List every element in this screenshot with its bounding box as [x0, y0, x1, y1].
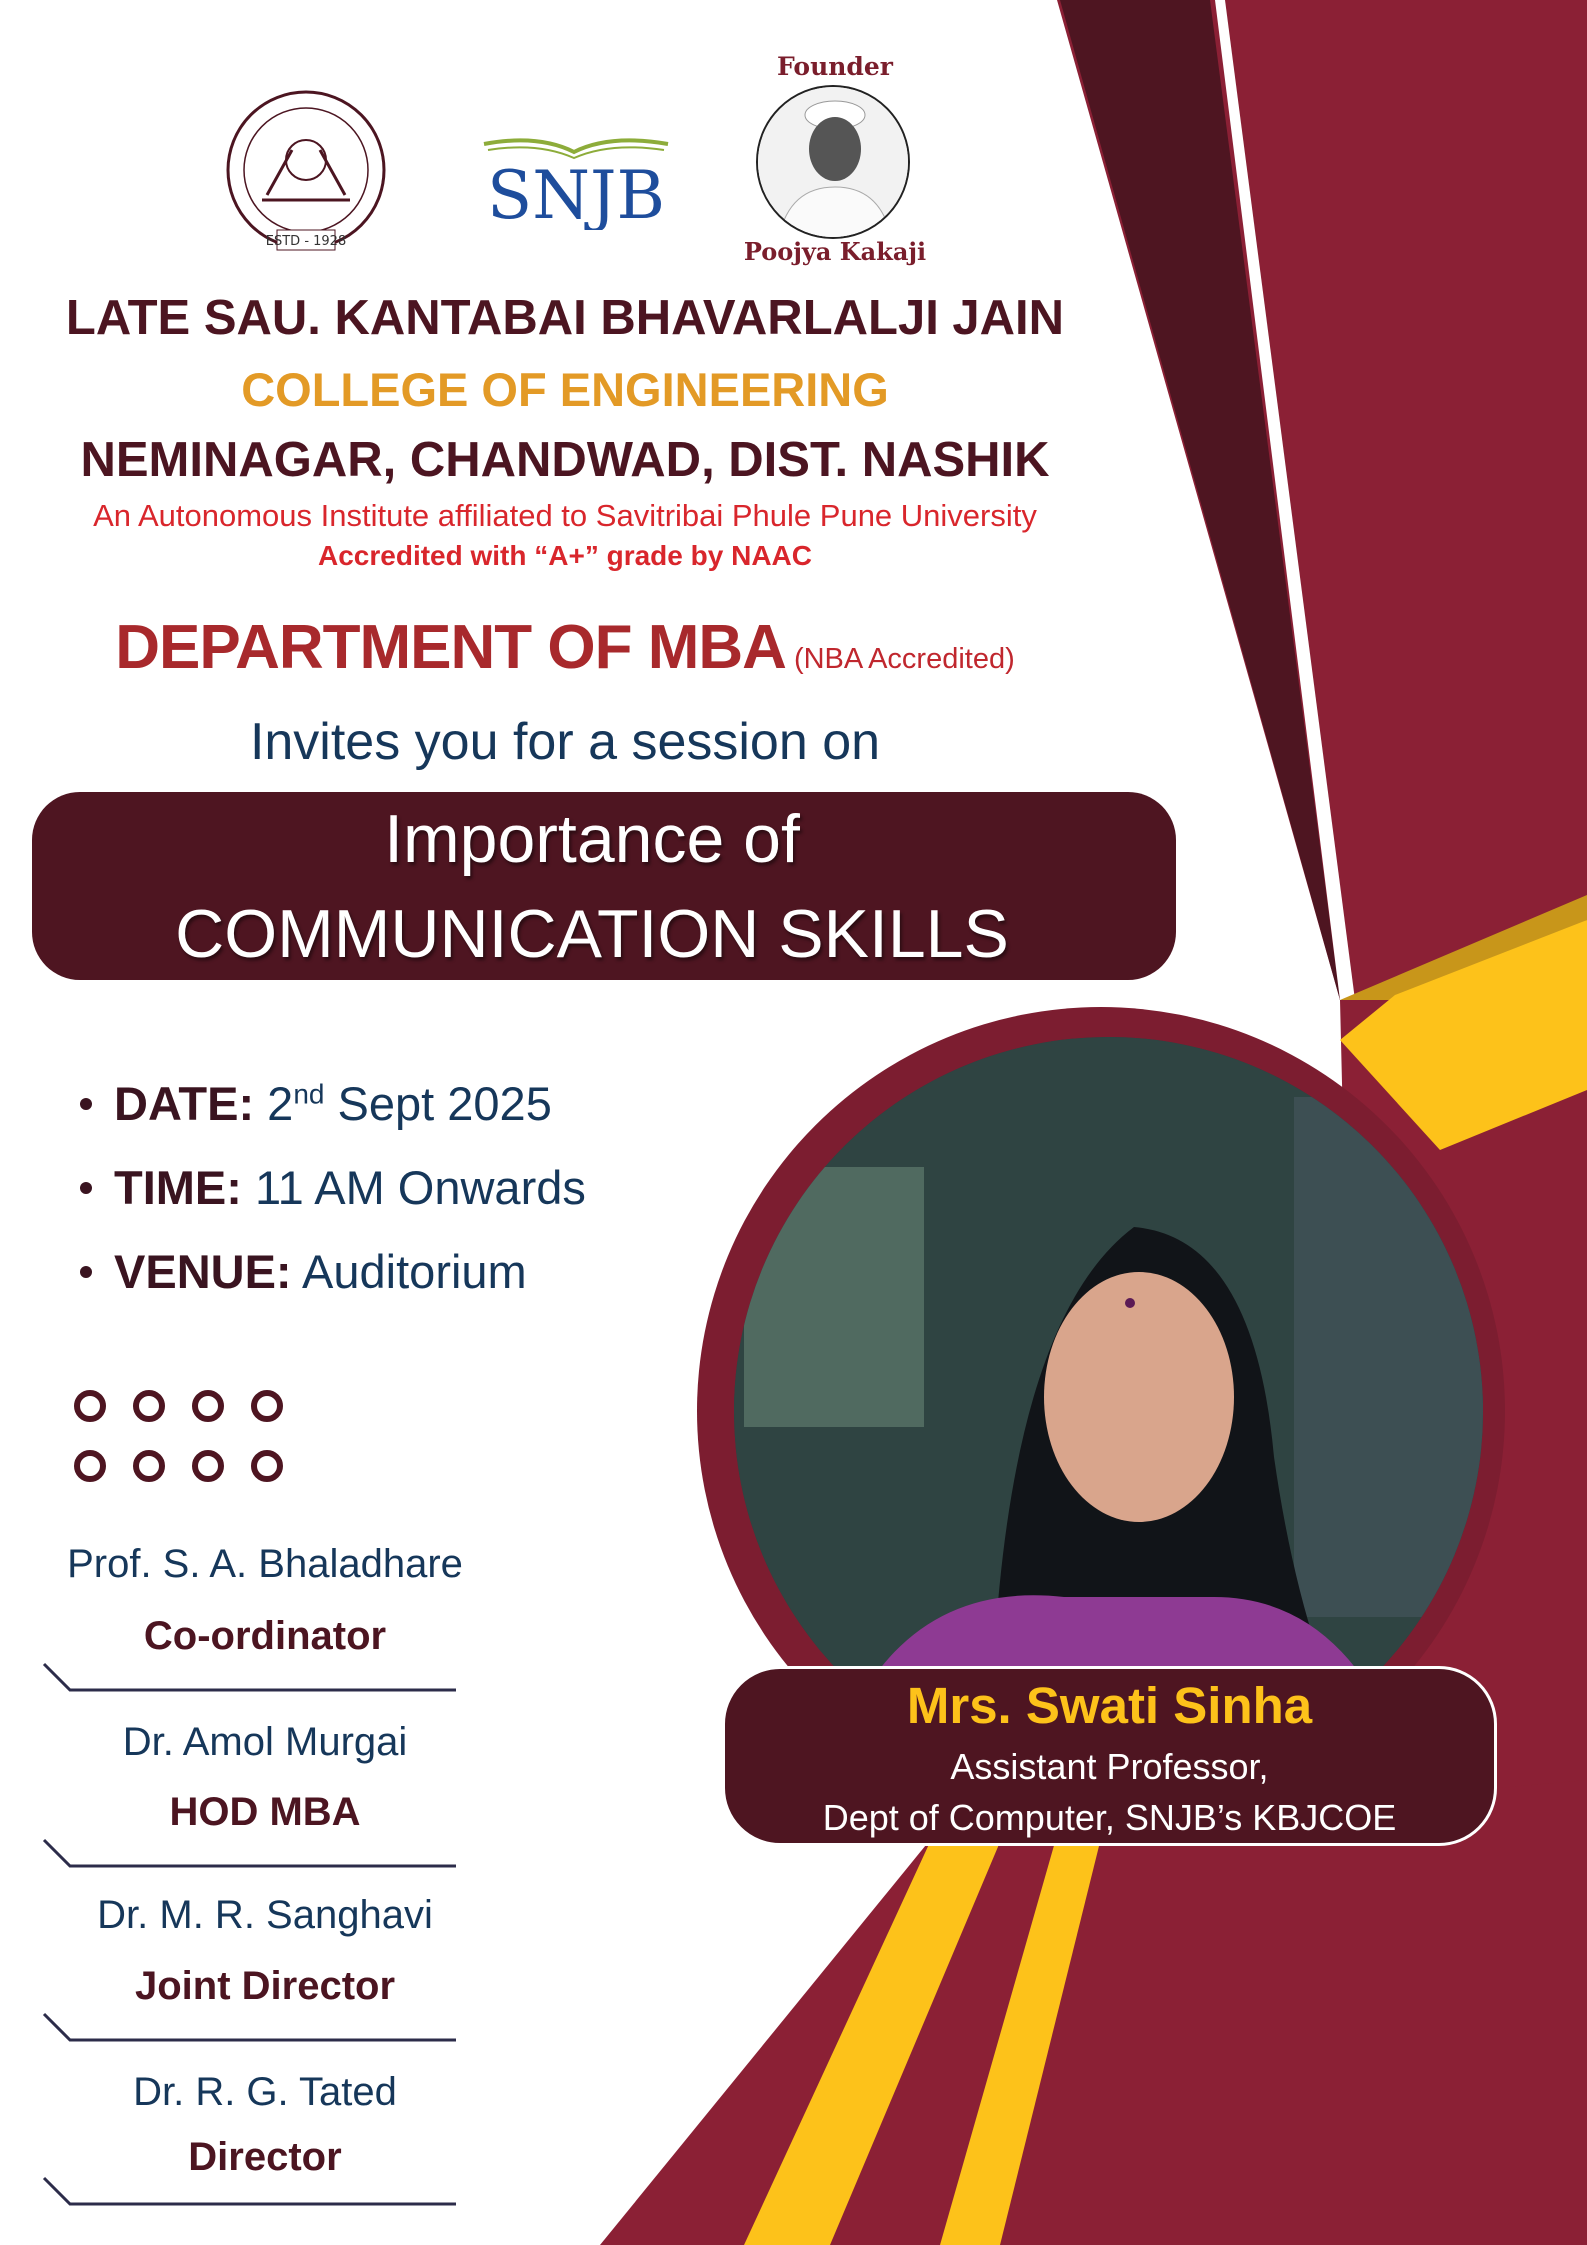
detail-date — [80, 1076, 552, 1131]
venue-label: VENUE: — [114, 1245, 292, 1298]
session-title-line2: COMMUNICATION SKILLS — [175, 896, 1009, 972]
organizer-name: Dr. Amol Murgai — [122, 1720, 408, 1764]
department-subtitle: (NBA Accredited) — [793, 643, 1015, 675]
bullet-icon — [80, 1266, 92, 1278]
founder-label: Founder — [777, 52, 893, 81]
session-title-line1: Importance of — [384, 801, 800, 877]
book-arc-icon — [478, 130, 674, 230]
date-day: 2 — [267, 1077, 294, 1130]
college-seal-logo — [222, 90, 390, 258]
circle-icon — [195, 1393, 221, 1419]
circle-icon — [195, 1453, 221, 1479]
time-value: 11 AM Onwards — [241, 1161, 586, 1214]
date-label: DATE: — [114, 1077, 255, 1130]
bullet-icon — [80, 1098, 92, 1110]
organizer-name: Dr. R. G. Tated — [133, 2070, 397, 2114]
founder-name: Poojya Kakaji — [743, 237, 927, 266]
date-suffix: nd — [293, 1078, 325, 1110]
venue-value: Auditorium — [291, 1245, 527, 1298]
detail-time — [80, 1160, 586, 1215]
speaker-title-line2: Dept of Computer, SNJB’s KBJCOE — [822, 1797, 1397, 1838]
circle-icon — [136, 1453, 162, 1479]
college-name-line1: LATE SAU. KANTABAI BHAVARLALJI JAIN — [65, 291, 1065, 345]
snjb-logo — [478, 130, 674, 230]
circle-icon — [77, 1393, 103, 1419]
college-affiliation: An Autonomous Institute affiliated to Savitribai Phule Pune University — [93, 498, 1037, 533]
invite-text: Invites you for a session on — [249, 713, 881, 771]
organizer-role: Co-ordinator — [143, 1614, 387, 1658]
department-title: DEPARTMENT OF MBA — [115, 613, 786, 682]
circle-icon — [254, 1453, 280, 1479]
snjb-logo-text: SNJB — [487, 157, 665, 230]
circle-icon — [77, 1453, 103, 1479]
circle-icon — [254, 1393, 280, 1419]
organizer-role: Joint Director — [134, 1964, 396, 2008]
organizer-name: Dr. M. R. Sanghavi — [97, 1893, 433, 1937]
department-heading — [0, 612, 1130, 683]
time-label: TIME: — [114, 1161, 242, 1214]
bullet-icon — [80, 1182, 92, 1194]
founder-photo — [756, 85, 910, 239]
organizer-name: Prof. S. A. Bhaladhare — [67, 1542, 463, 1586]
organizer-role: HOD MBA — [169, 1790, 361, 1834]
college-accreditation: Accredited with “A+” grade by NAAC — [318, 540, 812, 571]
organizer-role: Director — [188, 2135, 342, 2179]
circle-icon — [136, 1393, 162, 1419]
speaker-title-line1: Assistant Professor, — [950, 1746, 1269, 1787]
detail-venue — [80, 1244, 527, 1299]
date-rest: Sept 2025 — [324, 1077, 552, 1130]
speaker-name: Mrs. Swati Sinha — [906, 1677, 1313, 1734]
decorative-circles — [72, 1388, 292, 1488]
college-address: NEMINAGAR, CHANDWAD, DIST. NASHIK — [80, 433, 1050, 487]
college-name-line2: COLLEGE OF ENGINEERING — [241, 363, 889, 416]
seal-estd-text: ESTD - 1928 — [265, 234, 347, 249]
founder-portrait-icon — [758, 87, 910, 239]
